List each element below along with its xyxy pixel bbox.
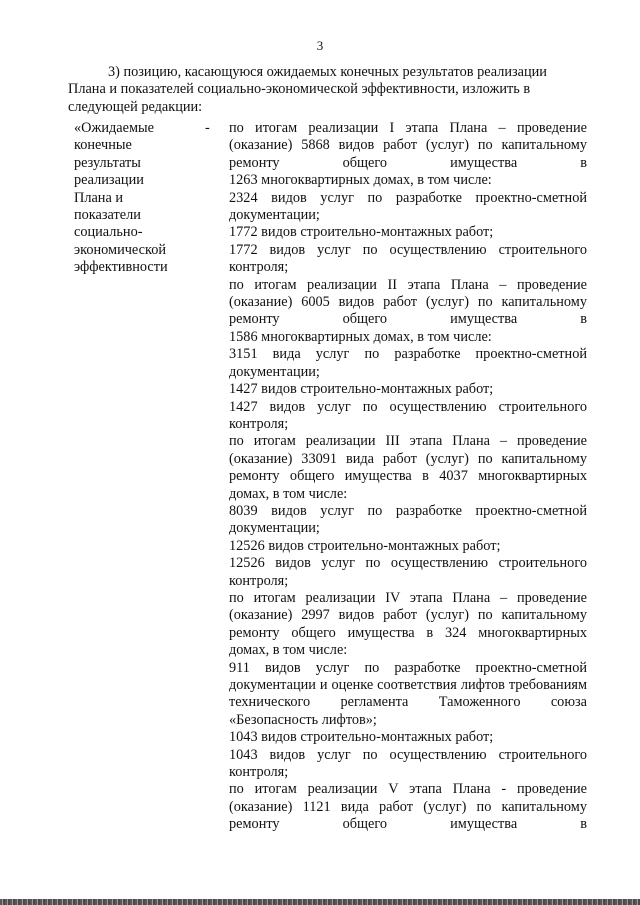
stage-4-paragraph: по итогам реализации IV этапа Плана – проведение (оказание) 2997 видов работ (услуг) по капитальному ремонту общего имущества в 324 многоквартирных домах, в том числе: [229, 589, 587, 659]
result-item: 3151 вида услуг по разработке проектно-сметной документации; [229, 346, 587, 380]
term-line: эффективности [74, 259, 168, 276]
term-line: показатели [74, 207, 141, 224]
result-item: 1043 видов строительно-монтажных работ; [229, 729, 494, 746]
result-item: 8039 видов услуг по разработке проектно-сметной документации; [229, 502, 587, 537]
stage-5-paragraph: по итогам реализации V этапа Плана - проведение (оказание) 1121 вида работ (услуг) по капитальному ремонту общего имущества в [229, 781, 587, 833]
result-item: 1772 видов строительно-монтажных работ; [229, 224, 494, 241]
intro-paragraph [68, 64, 598, 116]
result-item: 12526 видов услуг по осуществлению строительного контроля; [229, 555, 587, 589]
stage-1-houses: 1263 многоквартирных домах, в том числе: [229, 172, 492, 189]
stage-2-houses: 1586 многоквартирных домах, в том числе: [229, 328, 492, 345]
result-item: 2324 видов услуг по разработке проектно-сметной документации; [229, 189, 587, 224]
term-line: результаты [74, 154, 141, 171]
term-line: экономической [74, 241, 166, 258]
term-line: реализации [74, 172, 144, 189]
term-line: Плана и [74, 189, 124, 206]
intro-line-1: 3) позицию, касающуюся ожидаемых конечных результатов реализации [108, 64, 547, 80]
result-item: 911 видов услуг по разработке проектно-сметной документации и оценке соответствия лифтов требованиям технического регламента Таможенного союза «Безопасность лифтов»; [229, 659, 587, 728]
intro-line-3: следующей редакции: [68, 98, 203, 115]
result-item: 1043 видов услуг по осуществлению строительного контроля; [229, 746, 587, 781]
term-line: «Ожидаемые [74, 120, 154, 136]
stage-1-paragraph: по итогам реализации I этапа Плана – проведение (оказание) 5868 видов работ (услуг) по капитальному ремонту общего имущества в [229, 120, 587, 171]
result-item: 12526 видов строительно-монтажных работ; [229, 537, 501, 554]
term-dash: - [205, 120, 210, 136]
results-column [229, 120, 587, 834]
term-column [74, 120, 224, 277]
result-item: 1427 видов строительно-монтажных работ; [229, 381, 494, 398]
stage-3-paragraph: по итогам реализации III этапа Плана – проведение (оказание) 33091 вида работ (услуг) по капитальному ремонту общего имущества в 4037 многоквартирных домах, в том числе: [229, 433, 587, 502]
result-item: 1772 видов услуг по осуществлению строительного контроля; [229, 241, 587, 276]
page-number: 3 [316, 38, 324, 53]
stage-2-paragraph: по итогам реализации II этапа Плана – проведение (оказание) 6005 видов работ (услуг) по капитальному ремонту общего имущества в [229, 276, 587, 328]
intro-line-2: Плана и показателей социально-экономической эффективности, изложить в [68, 81, 531, 98]
term-line: конечные [74, 137, 132, 154]
scan-bottom-edge [0, 899, 640, 905]
result-item: 1427 видов услуг по осуществлению строительного контроля; [229, 398, 587, 432]
term-line: социально- [74, 224, 143, 241]
